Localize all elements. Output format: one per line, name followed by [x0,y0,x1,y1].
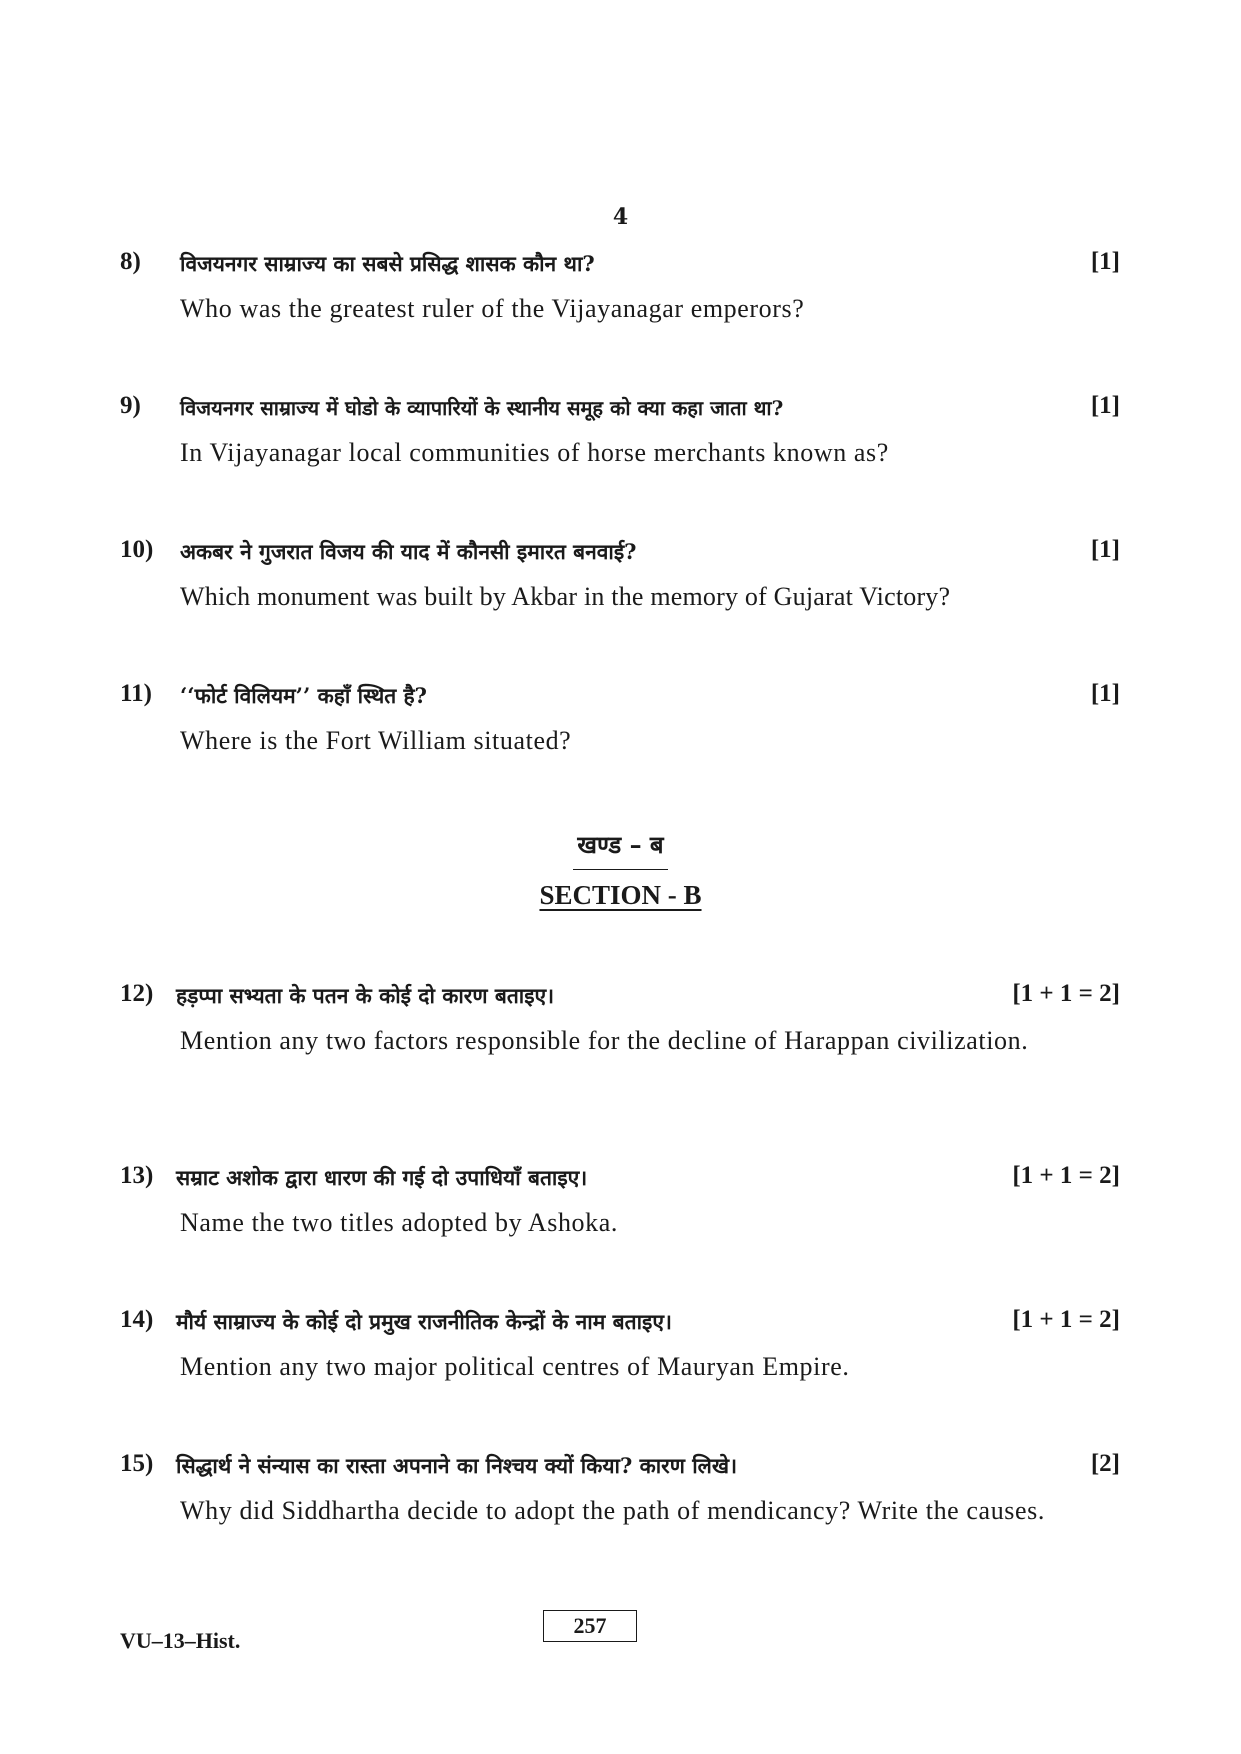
question-hindi: सिद्धार्थ ने संन्यास का रास्ता अपनाने का निश्चय क्यों किया? कारण लिखे। [176,1453,738,1478]
question-number: 10) [120,536,154,563]
question-hindi: हड़प्पा सभ्यता के पतन के कोई दो कारण बताइए। [176,983,555,1008]
question-english: Which monument was built by Akbar in the memory of Gujarat Victory? [180,582,951,611]
question-11 [120,680,1120,759]
question-hindi: सम्राट अशोक द्वारा धारण की गई दो उपाधियाँ बताइए। [176,1165,588,1190]
question-number: 15) [120,1450,154,1477]
question-number: 9) [120,392,141,419]
question-8 [120,248,1120,327]
question-number: 11) [120,680,152,707]
question-english: In Vijayanagar local communities of horse merchants known as? [180,438,889,467]
question-10 [120,536,1120,615]
question-marks: [1] [1090,536,1120,563]
question-12 [120,980,1120,1059]
question-marks: [1 + 1 = 2] [1012,1162,1120,1189]
question-marks: [1] [1090,680,1120,707]
question-marks: [1 + 1 = 2] [1012,980,1120,1007]
question-english: Mention any two factors responsible for the decline of Harappan civilization. [180,1026,1029,1055]
question-marks: [1] [1090,248,1120,275]
question-hindi: मौर्य साम्राज्य के कोई दो प्रमुख राजनीतिक केन्द्रों के नाम बताइए। [176,1309,672,1334]
question-9 [120,392,1120,471]
question-15 [120,1450,1120,1529]
question-number: 12) [120,980,154,1007]
question-hindi: अकबर ने गुजरात विजय की याद में कौनसी इमारत बनवाई? [180,539,637,564]
section-title-hindi: खण्ड – ब [0,828,1241,870]
question-marks: [1] [1090,392,1120,419]
question-english: Why did Siddhartha decide to adopt the path of mendicancy? Write the causes. [180,1496,1045,1525]
question-hindi: ‘‘फोर्ट विलियम’’ कहाँ स्थित है? [180,683,427,708]
section-title-english: SECTION - B [539,880,702,910]
question-english: Name the two titles adopted by Ashoka. [180,1208,618,1237]
question-14 [120,1306,1120,1385]
question-number: 8) [120,248,141,275]
question-english: Who was the greatest ruler of the Vijayanagar emperors? [180,294,805,323]
page-number: 4 [612,204,629,230]
question-13 [120,1162,1120,1241]
question-marks: [1 + 1 = 2] [1012,1306,1120,1333]
question-hindi: विजयनगर साम्राज्य का सबसे प्रसिद्ध शासक कौन था? [180,251,595,276]
page-serial-box: 257 [543,1610,637,1642]
paper-code: VU–13–Hist. [120,1628,241,1653]
question-number: 13) [120,1162,154,1189]
question-english: Where is the Fort William situated? [180,726,572,755]
question-hindi: विजयनगर साम्राज्य में घोडो के व्यापारियों के स्थानीय समूह को क्या कहा जाता था? [180,396,784,420]
question-number: 14) [120,1306,154,1333]
question-english: Mention any two major political centres of Mauryan Empire. [180,1352,850,1381]
question-marks: [2] [1090,1450,1120,1477]
